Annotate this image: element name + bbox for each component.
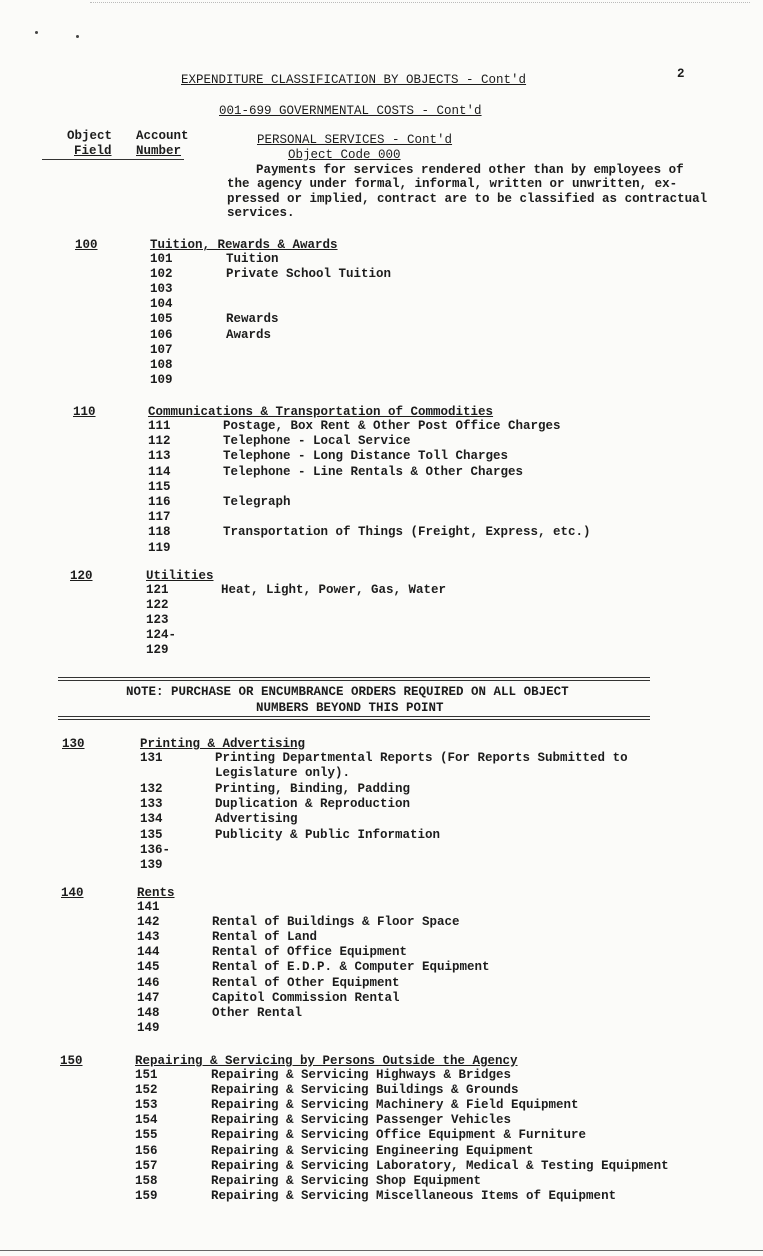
account-number: 142	[137, 915, 160, 930]
account-number: 141	[137, 900, 160, 914]
section-title: Utilities	[146, 569, 214, 583]
account-number: 104	[150, 297, 173, 312]
section-title: Printing & Advertising	[140, 737, 306, 751]
account-number: 113	[148, 449, 171, 464]
account-description: Printing Departmental Reports (For Reports Submitted to	[215, 751, 628, 765]
section-title: Tuition, Rewards & Awards	[150, 238, 338, 252]
note-top-rule	[58, 677, 650, 681]
account-number: 122	[146, 598, 169, 612]
account-number: 121	[146, 583, 169, 597]
personal-para-line: services.	[227, 206, 295, 220]
account-number: 108	[150, 357, 173, 372]
account-number: 116	[148, 495, 171, 509]
account-number: 158	[135, 1173, 158, 1188]
account-description: Repairing & Servicing Miscellaneous Items of Equipment	[211, 1188, 617, 1203]
account-description: Publicity & Public Information	[215, 827, 441, 842]
scan-bottom-edge	[0, 1250, 763, 1251]
note-bottom-rule	[58, 716, 650, 720]
account-description: Rental of Office Equipment	[212, 945, 408, 960]
account-description: Telephone - Long Distance Toll Charges	[223, 449, 509, 464]
personal-services-title: PERSONAL SERVICES - Cont'd	[257, 133, 453, 147]
account-description: Rental of Other Equipment	[212, 975, 400, 990]
account-description: Repairing & Servicing Engineering Equipment	[211, 1143, 534, 1158]
account-description: Rewards	[226, 312, 279, 327]
account-number: 149	[137, 1020, 160, 1035]
object-field-number: 130	[62, 737, 85, 751]
header-rule	[42, 159, 184, 160]
account-number: 115	[148, 479, 171, 494]
account-number: 145	[137, 960, 160, 975]
personal-para-line: Payments for services rendered other than by employees of	[256, 163, 684, 177]
account-description: Repairing & Servicing Buildings & Grounds	[211, 1083, 519, 1098]
account-description: Private School Tuition	[226, 267, 392, 282]
account-description: Telegraph	[223, 495, 291, 509]
account-number: 143	[137, 930, 160, 945]
account-number-header-2: Number	[136, 144, 182, 158]
section-title: Repairing & Servicing by Persons Outside the Agency	[135, 1054, 518, 1068]
document-subtitle: 001-699 GOVERNMENTAL COSTS - Cont'd	[219, 104, 482, 118]
account-description: Duplication & Reproduction	[215, 796, 411, 811]
scan-speck	[35, 31, 38, 34]
scan-top-edge	[90, 2, 750, 3]
account-number: 117	[148, 510, 171, 525]
account-number-header: Account	[136, 129, 189, 143]
page-number: 2	[677, 67, 685, 81]
object-field-number: 100	[75, 238, 98, 252]
account-number: 157	[135, 1158, 158, 1173]
account-number: 105	[150, 312, 173, 327]
account-number: 151	[135, 1068, 158, 1082]
section-title: Communications & Transportation of Commodities	[148, 405, 494, 419]
account-number: 124-	[146, 628, 177, 642]
account-description: Repairing & Servicing Shop Equipment	[211, 1173, 482, 1188]
account-number: 109	[150, 372, 173, 387]
account-number: 111	[148, 419, 171, 433]
account-number: 112	[148, 434, 171, 449]
account-description: Repairing & Servicing Highways & Bridges	[211, 1068, 512, 1082]
object-field-number: 150	[60, 1054, 83, 1068]
account-number: 103	[150, 282, 173, 297]
personal-para-line: pressed or implied, contract are to be classified as contractual	[227, 192, 708, 206]
object-field-number: 110	[73, 405, 96, 419]
account-number: 146	[137, 975, 160, 990]
document-title: EXPENDITURE CLASSIFICATION BY OBJECTS - Cont'd	[181, 73, 527, 87]
account-description: Postage, Box Rent & Other Post Office Charges	[223, 419, 561, 433]
object-field-header-2: Field	[74, 144, 112, 158]
account-description: Repairing & Servicing Laboratory, Medical & Testing Equipment	[211, 1158, 669, 1173]
account-description: Rental of E.D.P. & Computer Equipment	[212, 960, 490, 975]
account-number: 154	[135, 1113, 158, 1128]
account-number: 133	[140, 796, 163, 811]
note-line-2: NUMBERS BEYOND THIS POINT	[256, 701, 444, 715]
account-number: 155	[135, 1128, 158, 1143]
account-number: 119	[148, 540, 171, 555]
account-description: Printing, Binding, Padding	[215, 781, 411, 796]
account-description: Repairing & Servicing Office Equipment & Furniture	[211, 1128, 587, 1143]
account-description: Capitol Commission Rental	[212, 990, 400, 1005]
account-number: 159	[135, 1188, 158, 1203]
account-description: Awards	[226, 327, 272, 342]
account-description: Tuition	[226, 252, 279, 266]
account-number: 156	[135, 1143, 158, 1158]
account-description: Rental of Land	[212, 930, 318, 945]
account-number: 148	[137, 1005, 160, 1020]
account-description: Transportation of Things (Freight, Express, etc.)	[223, 525, 591, 540]
object-field-number: 140	[61, 886, 84, 900]
account-number: 134	[140, 812, 163, 827]
account-description: Repairing & Servicing Machinery & Field Equipment	[211, 1098, 579, 1113]
object-field-number: 120	[70, 569, 93, 583]
account-number: 144	[137, 945, 160, 960]
object-field-header: Object	[67, 129, 113, 143]
scan-speck	[76, 35, 79, 38]
section-title: Rents	[137, 886, 175, 900]
account-number: 152	[135, 1083, 158, 1098]
account-number: 101	[150, 252, 173, 266]
account-number: 106	[150, 327, 173, 342]
account-description: Legislature only).	[215, 766, 351, 781]
account-number: 132	[140, 781, 163, 796]
account-number: 147	[137, 990, 160, 1005]
account-number: 129	[146, 643, 169, 657]
personal-para-line: the agency under formal, informal, written or unwritten, ex-	[227, 177, 678, 191]
account-description: Telephone - Local Service	[223, 434, 411, 449]
account-description: Repairing & Servicing Passenger Vehicles	[211, 1113, 512, 1128]
note-line-1: NOTE: PURCHASE OR ENCUMBRANCE ORDERS REQUIRED ON ALL OBJECT	[126, 685, 569, 699]
account-number: 102	[150, 267, 173, 282]
account-number: 131	[140, 751, 163, 765]
account-description: Heat, Light, Power, Gas, Water	[221, 583, 447, 597]
account-number: 139	[140, 858, 163, 873]
account-description: Rental of Buildings & Floor Space	[212, 915, 460, 930]
account-number: 153	[135, 1098, 158, 1113]
account-number: 114	[148, 464, 171, 479]
object-code: Object Code 000	[288, 148, 401, 162]
account-description: Telephone - Line Rentals & Other Charges	[223, 464, 524, 479]
account-number: 135	[140, 827, 163, 842]
account-number: 136-	[140, 842, 171, 857]
account-number: 118	[148, 525, 171, 540]
account-description: Other Rental	[212, 1005, 303, 1020]
account-description: Advertising	[215, 812, 298, 827]
account-number: 123	[146, 613, 169, 627]
account-number: 107	[150, 342, 173, 357]
